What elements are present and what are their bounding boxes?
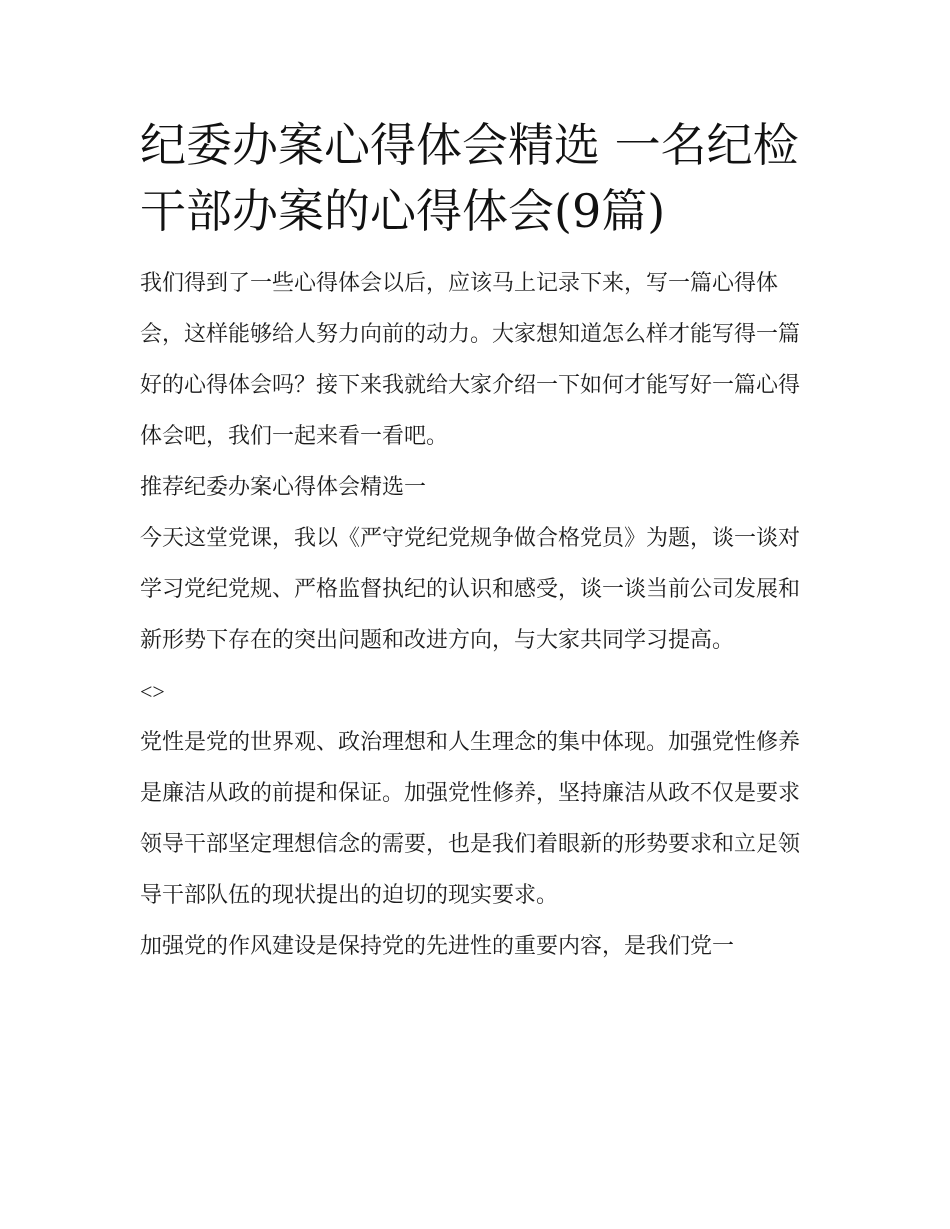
section-heading: 推荐纪委办案心得体会精选一 — [140, 475, 427, 500]
first-paragraph: 今天这堂党课，我以《严守党纪党规争做合格党员》为题，谈一谈对学习党纪党规、严格监督执纪的认识和感受，谈一谈当前公司发展和新形势下存在的突出问题和改进方向，与大家共同学习提高。 — [140, 526, 801, 653]
work-style-paragraph: 加强党的作风建设是保持党的先进性的重要内容，是我们党一 — [140, 934, 735, 959]
document-body — [140, 112, 815, 972]
document-title: 纪委办案心得体会精选 一名纪检干部办案的心得体会(9篇) — [140, 118, 799, 238]
intro-paragraph: 我们得到了一些心得体会以后，应该马上记录下来，写一篇心得体会，这样能够给人努力向前的动力。大家想知道怎么样才能写得一篇好的心得体会吗？接下来我就给大家介绍一下如何才能写好一篇心得体会吧，我们一起来看一看吧。 — [140, 271, 801, 449]
party-spirit-paragraph: 党性是党的世界观、政治理想和人生理念的集中体现。加强党性修养是廉洁从政的前提和保证。加强党性修养，坚持廉洁从政不仅是要求领导干部坚定理想信念的需要，也是我们着眼新的形势要求和立足领导干部队伍的现状提出的迫切的现实要求。 — [140, 730, 801, 908]
marker-text: <> — [140, 679, 165, 704]
